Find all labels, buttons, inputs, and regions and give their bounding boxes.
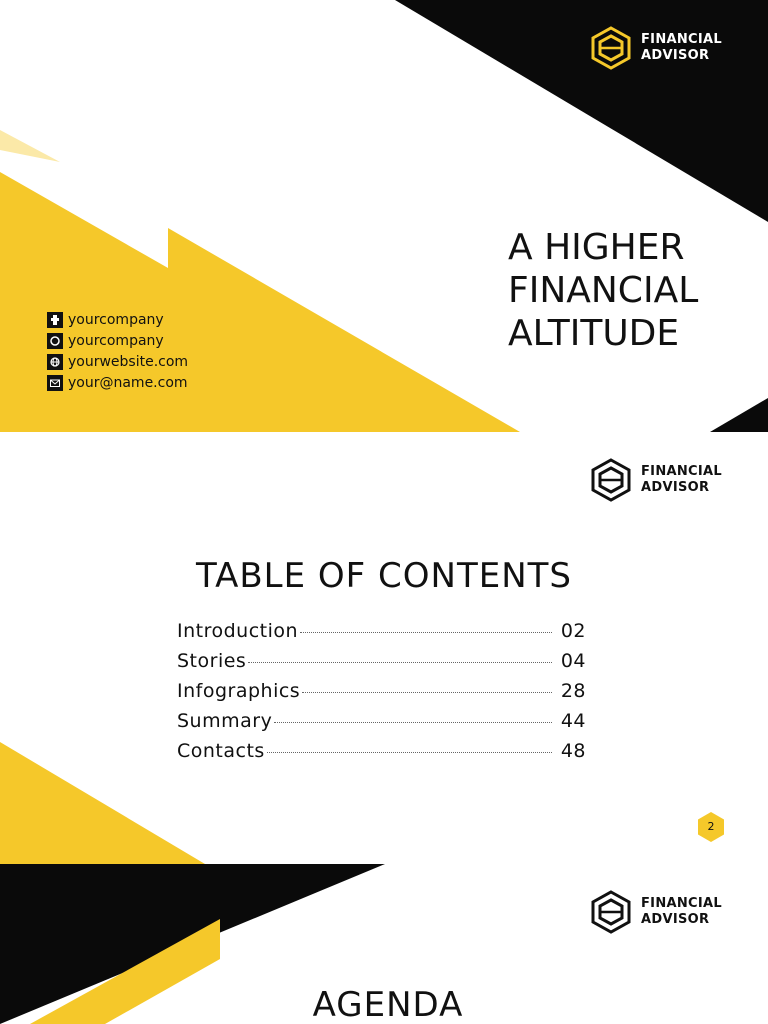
contact-item[interactable] [47,309,188,330]
toc-entry[interactable] [177,710,586,740]
yellow-corner-shape [0,742,205,864]
cover-title-line: A HIGHER [508,227,685,268]
agenda-slide [0,864,768,1024]
mail-icon [47,375,63,391]
page-number: 2 [707,820,715,833]
hexagon-logo-icon [591,26,631,70]
brand-line-2: ADVISOR [641,48,710,63]
cover-title-line: FINANCIAL [508,270,699,311]
hexagon-logo-icon [591,890,631,934]
brand-line-2: ADVISOR [641,912,710,927]
brand-logo [591,458,722,502]
toc-entry-page: 28 [560,680,586,702]
toc-entry[interactable] [177,620,586,650]
brand-line-1: FINANCIAL [641,896,722,911]
cover-title-line: ALTITUDE [508,313,680,354]
toc-title: TABLE OF CONTENTS [195,556,573,596]
toc-entry-label: Stories [177,650,247,672]
toc-leader-dots [300,632,552,633]
yellow-light-streak [0,130,60,162]
toc-entry-label: Contacts [177,740,265,762]
table-of-contents-slide [0,432,768,864]
cover-title [508,226,698,355]
toc-leader-dots [267,752,552,753]
social-icon [47,312,63,328]
hexagon-logo-icon [591,458,631,502]
toc-entry-page: 44 [560,710,586,732]
contact-text: yourwebsite.com [68,353,189,370]
toc-entry-page: 04 [560,650,586,672]
toc-leader-dots [302,692,552,693]
toc-entry[interactable] [177,650,586,680]
contact-text: your@name.com [68,374,188,391]
contact-list [47,309,188,393]
toc-leader-dots [248,662,551,663]
brand-line-1: FINANCIAL [641,32,722,47]
contact-text: yourcompany [68,332,164,349]
black-bottom-corner [710,398,768,432]
cover-slide [0,0,768,432]
brand-logo [591,890,722,934]
toc-entry-page: 48 [560,740,586,762]
contact-item[interactable] [47,372,188,393]
globe-icon [47,354,63,370]
toc-entry-label: Infographics [177,680,301,702]
toc-entry-label: Introduction [177,620,299,642]
brand-logo [591,26,722,70]
social-icon [47,333,63,349]
toc-leader-dots [274,722,551,723]
brand-line-2: ADVISOR [641,480,710,495]
toc-entry[interactable] [177,740,586,770]
toc-entry-page: 02 [560,620,586,642]
contact-item[interactable] [47,330,188,351]
toc-entry-label: Summary [177,710,273,732]
agenda-title: AGENDA [312,985,464,1024]
toc-list [177,620,586,770]
toc-entry[interactable] [177,680,586,710]
page-number-badge [697,811,725,843]
brand-line-1: FINANCIAL [641,464,722,479]
yellow-mountain-shape [0,172,520,432]
contact-text: yourcompany [68,311,164,328]
contact-item[interactable] [47,351,188,372]
